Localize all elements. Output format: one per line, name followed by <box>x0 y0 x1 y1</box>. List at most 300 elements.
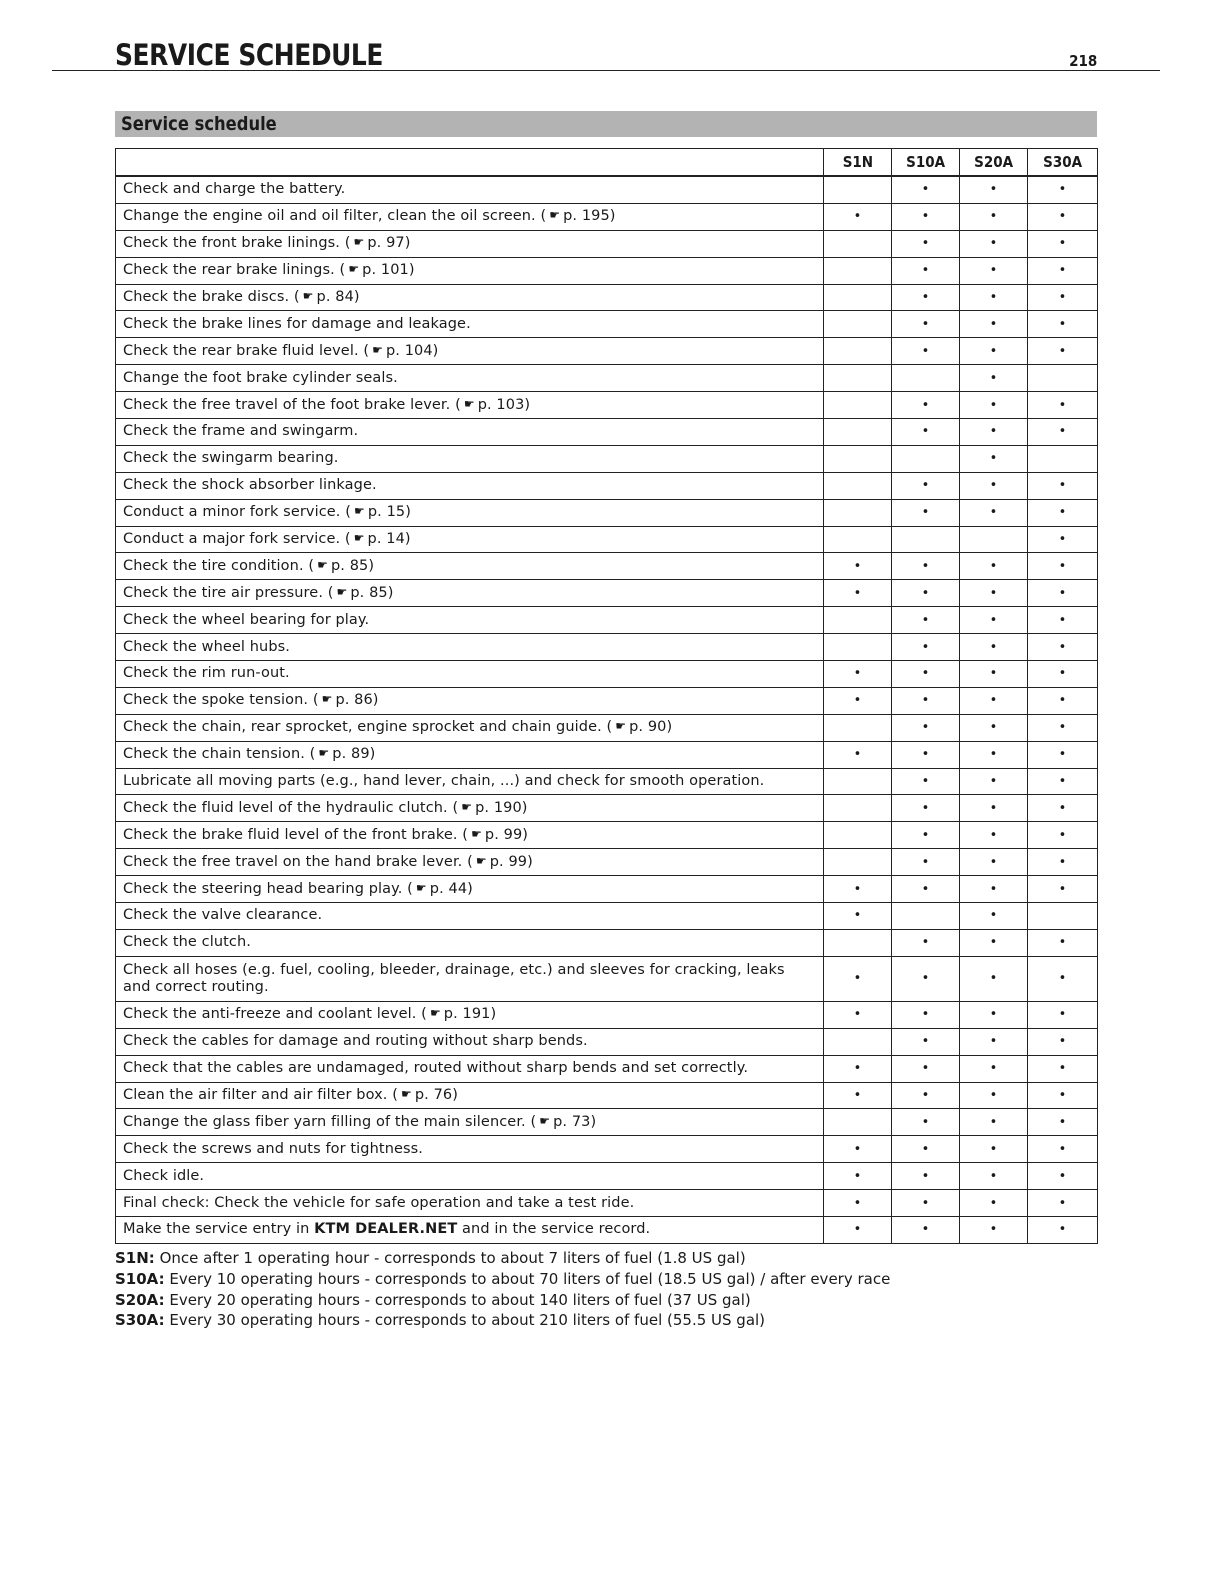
task-text: Check that the cables are undamaged, routed without sharp bends and set correctly. <box>123 1060 749 1077</box>
mark-cell-s20a <box>960 849 1028 876</box>
bullet-mark: • <box>1058 558 1067 574</box>
table-row <box>116 1163 1098 1190</box>
mark-cell-s20a <box>960 903 1028 930</box>
mark-cell-s10a <box>892 1028 960 1055</box>
bullet-mark: • <box>921 209 930 225</box>
table-row <box>116 687 1098 714</box>
mark-cell-s20a <box>960 822 1028 849</box>
bullet-mark: • <box>1058 585 1067 601</box>
mark-cell-s30a <box>1028 203 1098 230</box>
table-row <box>116 1216 1098 1243</box>
bullet-mark: • <box>989 505 998 521</box>
task-text: Check the free travel of the foot brake lever. ( <box>123 396 461 413</box>
mark-cell-s30a <box>1028 607 1098 634</box>
table-row <box>116 661 1098 688</box>
mark-cell-s10a <box>892 1163 960 1190</box>
legend-code: S10A: <box>115 1269 165 1288</box>
table-row <box>116 849 1098 876</box>
task-text: Check and charge the battery. <box>123 181 346 198</box>
task-text: Check the shock absorber linkage. <box>123 477 377 494</box>
bullet-mark: • <box>921 1087 930 1103</box>
pointing-hand-icon: ☛ <box>318 746 330 761</box>
page-reference-link[interactable]: p. 86) <box>335 692 379 709</box>
bullet-mark: • <box>989 1034 998 1050</box>
mark-cell-s1n <box>824 1163 892 1190</box>
legend-code: S20A: <box>115 1290 165 1309</box>
bullet-mark: • <box>1058 774 1067 790</box>
task-cell <box>116 499 824 526</box>
mark-cell-s1n <box>824 687 892 714</box>
task-text: Check the brake lines for damage and leakage. <box>123 315 471 332</box>
page-reference-link[interactable]: p. 84) <box>316 289 360 305</box>
table-row <box>116 365 1098 392</box>
task-cell <box>116 1109 824 1136</box>
page-reference-link[interactable]: p. 99) <box>484 826 529 843</box>
mark-cell-s10a <box>892 499 960 526</box>
bullet-mark: • <box>853 1168 862 1184</box>
table-row <box>116 1028 1098 1055</box>
mark-cell-s30a <box>1028 1109 1098 1136</box>
task-text: Change the engine oil and oil filter, clean the oil screen. ( <box>123 208 547 225</box>
mark-cell-s10a <box>892 203 960 230</box>
mark-cell-s1n <box>824 1001 892 1028</box>
pointing-hand-icon: ☛ <box>549 208 561 223</box>
table-row <box>116 795 1098 822</box>
legend-code: S30A: <box>115 1311 165 1330</box>
mark-cell-s20a <box>960 956 1028 1001</box>
mark-cell-s1n <box>824 176 892 203</box>
bullet-mark: • <box>989 881 998 897</box>
mark-cell-s30a <box>1028 903 1098 930</box>
mark-cell-s30a <box>1028 1082 1098 1109</box>
bullet-mark: • <box>989 1087 998 1103</box>
task-cell <box>116 257 824 284</box>
table-row <box>116 634 1098 661</box>
pointing-hand-icon: ☛ <box>429 1006 441 1021</box>
mark-cell-s1n <box>824 580 892 607</box>
mark-cell-s10a <box>892 472 960 499</box>
mark-cell-s1n <box>824 445 892 472</box>
mark-cell-s10a <box>892 929 960 956</box>
bullet-mark: • <box>989 1195 998 1211</box>
pointing-hand-icon: ☛ <box>302 289 314 303</box>
bullet-mark: • <box>1058 290 1067 305</box>
mark-cell-s20a <box>960 1028 1028 1055</box>
mark-cell-s20a <box>960 230 1028 257</box>
table-row <box>116 203 1098 230</box>
bullet-mark: • <box>853 881 862 897</box>
mark-cell-s10a <box>892 1055 960 1082</box>
page-reference-link[interactable]: p. 89) <box>332 746 376 763</box>
mark-cell-s10a <box>892 876 960 903</box>
bullet-mark: • <box>989 478 998 494</box>
mark-cell-s1n <box>824 1136 892 1163</box>
table-row <box>116 1136 1098 1163</box>
mark-cell-s30a <box>1028 338 1098 365</box>
mark-cell-s10a <box>892 230 960 257</box>
task-cell <box>116 1190 824 1217</box>
legend-line <box>115 1290 890 1311</box>
bullet-mark: • <box>1058 182 1067 198</box>
bullet-mark: • <box>1058 316 1067 332</box>
mark-cell-s1n <box>824 849 892 876</box>
mark-cell-s20a <box>960 876 1028 903</box>
table-row <box>116 230 1098 257</box>
mark-cell-s30a <box>1028 1190 1098 1217</box>
bullet-mark: • <box>989 182 998 198</box>
task-text: Final check: Check the vehicle for safe operation and take a test ride. <box>123 1194 635 1211</box>
mark-cell-s30a <box>1028 929 1098 956</box>
interval-legend <box>115 1248 890 1331</box>
task-text: Conduct a minor fork service. ( <box>123 504 351 521</box>
bullet-mark: • <box>853 908 862 924</box>
page-reference-link[interactable]: p. 191) <box>443 1006 497 1023</box>
bullet-mark: • <box>1058 747 1067 763</box>
table-header <box>116 149 1098 177</box>
mark-cell-s30a <box>1028 795 1098 822</box>
page-header <box>52 38 1160 71</box>
task-text: Check the tire condition. ( <box>123 557 315 574</box>
table-row <box>116 607 1098 634</box>
mark-cell-s30a <box>1028 687 1098 714</box>
column-header-label: S30A <box>1043 152 1082 171</box>
mark-cell-s1n <box>824 876 892 903</box>
bullet-mark: • <box>853 558 862 574</box>
task-text: Lubricate all moving parts (e.g., hand lever, chain, ...) and check for smooth operation. <box>123 773 765 790</box>
task-cell <box>116 284 824 311</box>
bullet-mark: • <box>989 343 998 359</box>
mark-cell-s20a <box>960 1055 1028 1082</box>
table-row <box>116 1109 1098 1136</box>
mark-cell-s1n <box>824 1028 892 1055</box>
section-title: Service schedule <box>121 113 277 135</box>
mark-cell-s10a <box>892 176 960 203</box>
bullet-mark: • <box>989 639 998 655</box>
table-row <box>116 1082 1098 1109</box>
mark-cell-s1n <box>824 365 892 392</box>
task-text: Check the brake fluid level of the front brake. ( <box>123 826 469 843</box>
bullet-mark: • <box>1058 263 1067 279</box>
page-number: 218 <box>1068 52 1097 70</box>
mark-cell-s10a <box>892 741 960 768</box>
mark-cell-s20a <box>960 795 1028 822</box>
table-row <box>116 499 1098 526</box>
bullet-mark: • <box>921 1061 930 1077</box>
task-text: Check the valve clearance. <box>123 907 323 924</box>
mark-cell-s1n <box>824 392 892 419</box>
bullet-mark: • <box>989 263 998 279</box>
task-cell <box>116 526 824 553</box>
bullet-mark: • <box>1058 1168 1067 1184</box>
page-reference-link[interactable]: p. 85) <box>330 557 375 574</box>
page-reference-link[interactable]: p. 99) <box>489 853 533 870</box>
mark-cell-s20a <box>960 1109 1028 1136</box>
mark-cell-s10a <box>892 1109 960 1136</box>
bullet-mark: • <box>853 1087 862 1103</box>
task-cell <box>116 1136 824 1163</box>
task-text: Check the rim run-out. <box>123 665 290 682</box>
mark-cell-s30a <box>1028 849 1098 876</box>
task-cell <box>116 311 824 338</box>
page-reference-link[interactable]: p. 73) <box>553 1113 597 1130</box>
mark-cell-s1n <box>824 230 892 257</box>
bullet-mark: • <box>1058 971 1067 987</box>
bullet-mark: • <box>1058 827 1067 843</box>
pointing-hand-icon: ☛ <box>539 1113 551 1128</box>
mark-cell-s20a <box>960 929 1028 956</box>
bullet-mark: • <box>1058 693 1067 709</box>
mark-cell-s20a <box>960 768 1028 795</box>
mark-cell-s10a <box>892 956 960 1001</box>
mark-cell-s1n <box>824 1082 892 1109</box>
mark-cell-s30a <box>1028 822 1098 849</box>
table-row <box>116 580 1098 607</box>
page-reference-link[interactable]: p. 101) <box>362 262 415 279</box>
bullet-mark: • <box>1058 478 1067 494</box>
task-cell <box>116 472 824 499</box>
mark-cell-s10a <box>892 526 960 553</box>
task-text: Check the chain tension. ( <box>123 746 316 763</box>
task-text: Check the wheel hubs. <box>123 638 290 655</box>
page-reference-link[interactable]: p. 15) <box>367 504 411 521</box>
bullet-mark: • <box>853 747 862 763</box>
mark-cell-s10a <box>892 311 960 338</box>
bullet-mark: • <box>989 1141 998 1157</box>
bullet-mark: • <box>921 639 930 655</box>
task-cell <box>116 338 824 365</box>
page-reference-link[interactable]: p. 14) <box>367 531 411 548</box>
page-reference-link[interactable]: p. 85) <box>350 584 394 601</box>
bullet-mark: • <box>1058 532 1067 548</box>
mark-cell-s10a <box>892 392 960 419</box>
bullet-mark: • <box>1058 1195 1067 1211</box>
bullet-mark: • <box>989 1007 998 1023</box>
pointing-hand-icon: ☛ <box>463 396 475 411</box>
task-cell <box>116 849 824 876</box>
task-cell <box>116 876 824 903</box>
bullet-mark: • <box>921 612 930 628</box>
table-row <box>116 419 1098 446</box>
mark-cell-s30a <box>1028 445 1098 472</box>
table-row <box>116 445 1098 472</box>
mark-cell-s30a <box>1028 956 1098 1001</box>
mark-cell-s1n <box>824 284 892 311</box>
table-row <box>116 526 1098 553</box>
bullet-mark: • <box>1058 1061 1067 1077</box>
mark-cell-s10a <box>892 553 960 580</box>
mark-cell-s20a <box>960 311 1028 338</box>
mark-cell-s30a <box>1028 1055 1098 1082</box>
page-reference-link[interactable]: p. 195) <box>563 208 616 225</box>
bullet-mark: • <box>921 827 930 843</box>
mark-cell-s10a <box>892 365 960 392</box>
mark-cell-s30a <box>1028 876 1098 903</box>
bullet-mark: • <box>989 693 998 709</box>
mark-cell-s1n <box>824 741 892 768</box>
mark-cell-s30a <box>1028 472 1098 499</box>
task-cell <box>116 822 824 849</box>
column-header-s30a <box>1028 149 1098 177</box>
column-header-label: S1N <box>842 152 873 171</box>
bullet-mark: • <box>921 182 930 198</box>
bullet-mark: • <box>853 971 862 987</box>
mark-cell-s10a <box>892 768 960 795</box>
mark-cell-s30a <box>1028 257 1098 284</box>
bullet-mark: • <box>1058 1007 1067 1023</box>
task-cell <box>116 714 824 741</box>
mark-cell-s20a <box>960 445 1028 472</box>
task-text: Check the screws and nuts for tightness. <box>123 1140 424 1157</box>
bullet-mark: • <box>921 343 930 359</box>
mark-cell-s1n <box>824 795 892 822</box>
bullet-mark: • <box>1058 881 1067 897</box>
bullet-mark: • <box>921 558 930 574</box>
mark-cell-s1n <box>824 1190 892 1217</box>
bullet-mark: • <box>921 720 930 736</box>
bullet-mark: • <box>989 1222 998 1238</box>
pointing-hand-icon: ☛ <box>415 880 427 895</box>
mark-cell-s10a <box>892 1001 960 1028</box>
bullet-mark: • <box>853 1141 862 1157</box>
task-text: Change the foot brake cylinder seals. <box>123 369 398 386</box>
mark-cell-s1n <box>824 929 892 956</box>
bullet-mark: • <box>921 1007 930 1023</box>
mark-cell-s20a <box>960 176 1028 203</box>
page-reference-link[interactable]: p. 76) <box>414 1086 458 1103</box>
page-reference-link[interactable]: p. 104) <box>385 342 439 359</box>
mark-cell-s10a <box>892 849 960 876</box>
mark-cell-s20a <box>960 1136 1028 1163</box>
mark-cell-s1n <box>824 553 892 580</box>
mark-cell-s20a <box>960 392 1028 419</box>
section-heading-bar <box>115 111 1097 137</box>
bullet-mark: • <box>989 558 998 574</box>
bullet-mark: • <box>1058 639 1067 655</box>
mark-cell-s10a <box>892 445 960 472</box>
mark-cell-s1n <box>824 1055 892 1082</box>
task-cell <box>116 230 824 257</box>
mark-cell-s30a <box>1028 634 1098 661</box>
mark-cell-s30a <box>1028 392 1098 419</box>
pointing-hand-icon: ☛ <box>372 342 383 357</box>
task-text: Check the clutch. <box>123 934 251 951</box>
mark-cell-s10a <box>892 634 960 661</box>
task-cell <box>116 203 824 230</box>
table-row <box>116 176 1098 203</box>
mark-cell-s1n <box>824 1216 892 1243</box>
mark-cell-s1n <box>824 419 892 446</box>
mark-cell-s1n <box>824 526 892 553</box>
column-header-label: S10A <box>906 152 945 171</box>
header-row <box>116 149 1098 177</box>
page-reference-link[interactable]: p. 90) <box>629 719 673 736</box>
column-header-s1n <box>824 149 892 177</box>
bullet-mark: • <box>921 935 930 951</box>
mark-cell-s1n <box>824 472 892 499</box>
mark-cell-s1n <box>824 311 892 338</box>
bullet-mark: • <box>921 881 930 897</box>
table-row <box>116 956 1098 1001</box>
task-cell <box>116 580 824 607</box>
bullet-mark: • <box>1058 209 1067 225</box>
mark-cell-s10a <box>892 284 960 311</box>
table-body <box>116 176 1098 1243</box>
bullet-mark: • <box>989 451 998 467</box>
table-row <box>116 338 1098 365</box>
bullet-mark: • <box>989 971 998 987</box>
mark-cell-s10a <box>892 338 960 365</box>
pointing-hand-icon: ☛ <box>475 853 487 868</box>
task-cell <box>116 1082 824 1109</box>
pointing-hand-icon: ☛ <box>400 1086 412 1101</box>
bullet-mark: • <box>989 1114 998 1130</box>
bullet-mark: • <box>1058 424 1067 440</box>
bullet-mark: • <box>921 478 930 494</box>
bullet-mark: • <box>921 800 930 816</box>
mark-cell-s30a <box>1028 1163 1098 1190</box>
bullet-mark: • <box>921 854 930 870</box>
task-text: Check the rear brake fluid level. ( <box>123 342 370 359</box>
mark-cell-s20a <box>960 1216 1028 1243</box>
column-header-s10a <box>892 149 960 177</box>
task-cell <box>116 768 824 795</box>
page-reference-link[interactable]: p. 190) <box>475 799 528 816</box>
mark-cell-s30a <box>1028 741 1098 768</box>
mark-cell-s1n <box>824 956 892 1001</box>
bullet-mark: • <box>921 1114 930 1130</box>
bullet-mark: • <box>989 585 998 601</box>
mark-cell-s30a <box>1028 230 1098 257</box>
mark-cell-s10a <box>892 903 960 930</box>
task-cell <box>116 1055 824 1082</box>
task-cell <box>116 956 824 1001</box>
bullet-mark: • <box>1058 854 1067 870</box>
bullet-mark: • <box>989 908 998 924</box>
bullet-mark: • <box>1058 666 1067 682</box>
page-reference-link[interactable]: p. 97) <box>367 235 411 252</box>
mark-cell-s20a <box>960 1163 1028 1190</box>
table-row <box>116 311 1098 338</box>
mark-cell-s20a <box>960 257 1028 284</box>
mark-cell-s20a <box>960 607 1028 634</box>
page-reference-link[interactable]: p. 103) <box>477 396 531 413</box>
bullet-mark: • <box>853 209 862 225</box>
task-cell <box>116 1028 824 1055</box>
task-cell <box>116 392 824 419</box>
mark-cell-s1n <box>824 257 892 284</box>
mark-cell-s30a <box>1028 311 1098 338</box>
bullet-mark: • <box>853 1007 862 1023</box>
bullet-mark: • <box>989 1168 998 1184</box>
legend-code: S1N: <box>115 1249 155 1267</box>
mark-cell-s20a <box>960 661 1028 688</box>
bullet-mark: • <box>989 316 998 332</box>
bullet-mark: • <box>921 263 930 279</box>
mark-cell-s1n <box>824 714 892 741</box>
mark-cell-s20a <box>960 1082 1028 1109</box>
task-text: Check the front brake linings. ( <box>123 235 351 252</box>
task-cell <box>116 903 824 930</box>
bullet-mark: • <box>921 1222 930 1238</box>
mark-cell-s1n <box>824 634 892 661</box>
task-text: Check the swingarm bearing. <box>123 450 339 467</box>
mark-cell-s1n <box>824 903 892 930</box>
mark-cell-s30a <box>1028 714 1098 741</box>
task-text: Check idle. <box>123 1167 205 1184</box>
bullet-mark: • <box>989 424 998 440</box>
bullet-mark: • <box>921 666 930 682</box>
page-reference-link[interactable]: p. 44) <box>429 880 473 897</box>
